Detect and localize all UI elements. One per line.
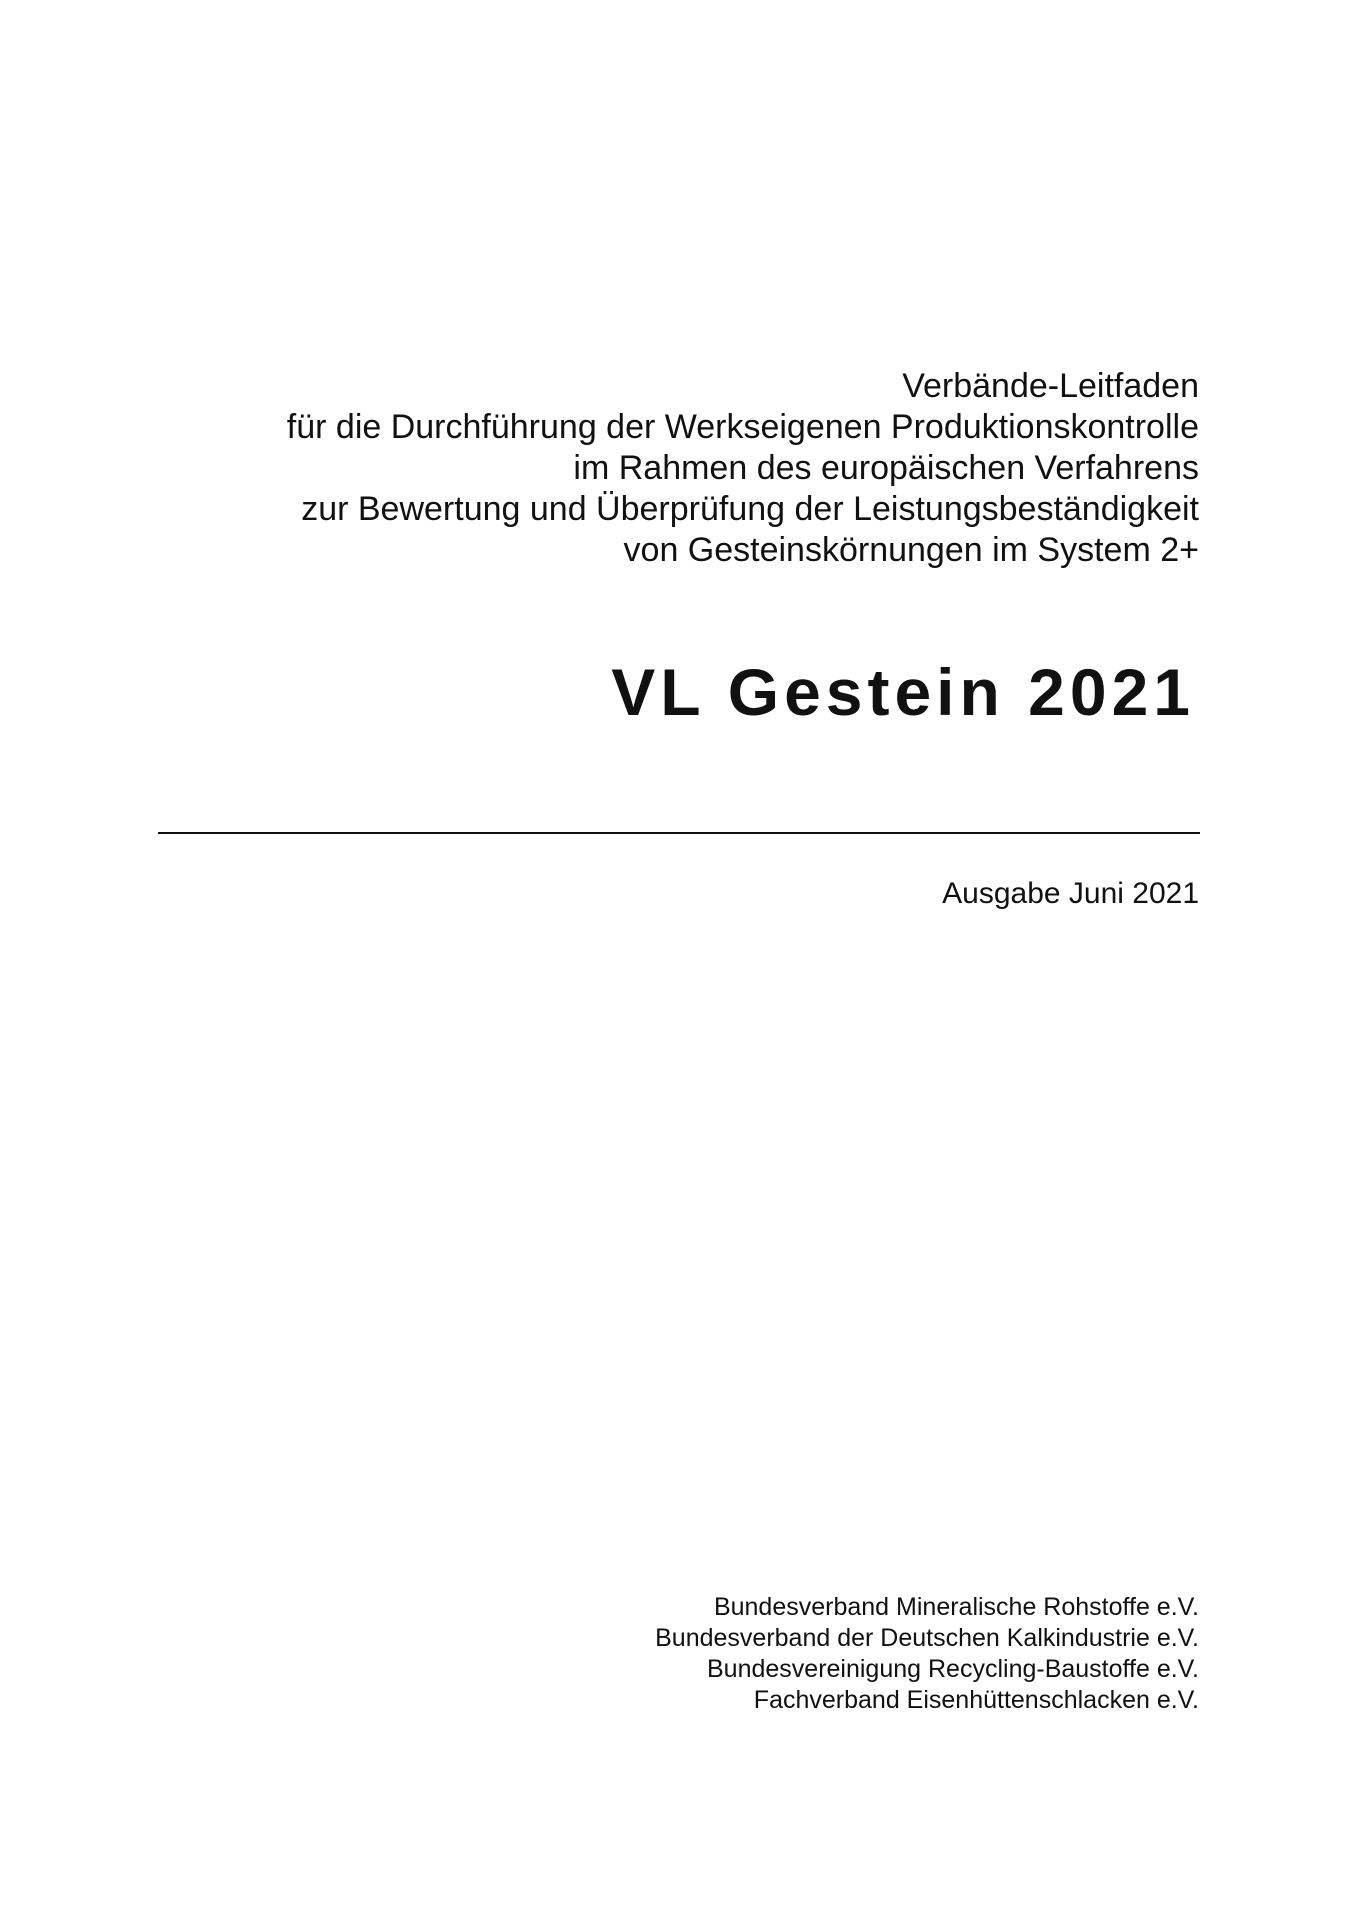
- publisher-item: Bundesverband Mineralische Rohstoffe e.V.: [713, 1593, 1199, 1621]
- subtitle-line: für die Durchführung der Werkseigenen Produktionskontrolle: [286, 408, 1199, 446]
- publisher-item: Fachverband Eisenhüttenschlacken e.V.: [753, 1686, 1199, 1714]
- edition-date: Ausgabe Juni 2021: [942, 877, 1199, 910]
- subtitle-line: von Gesteinskörnungen im System 2+: [623, 531, 1199, 569]
- publisher-item: Bundesvereinigung Recycling-Baustoffe e.V.: [707, 1655, 1199, 1683]
- subtitle-block: [287, 366, 1199, 571]
- subtitle-line: zur Bewertung und Überprüfung der Leistungsbeständigkeit: [301, 490, 1199, 528]
- document-title: VL Gestein 2021: [611, 655, 1195, 729]
- subtitle-line: Verbände-Leitfaden: [902, 367, 1199, 405]
- publisher-item: Bundesverband der Deutschen Kalkindustrie e.V.: [655, 1624, 1199, 1652]
- subtitle-line: im Rahmen des europäischen Verfahrens: [573, 449, 1199, 487]
- publishers-list: [655, 1592, 1199, 1716]
- title-divider: [158, 832, 1200, 834]
